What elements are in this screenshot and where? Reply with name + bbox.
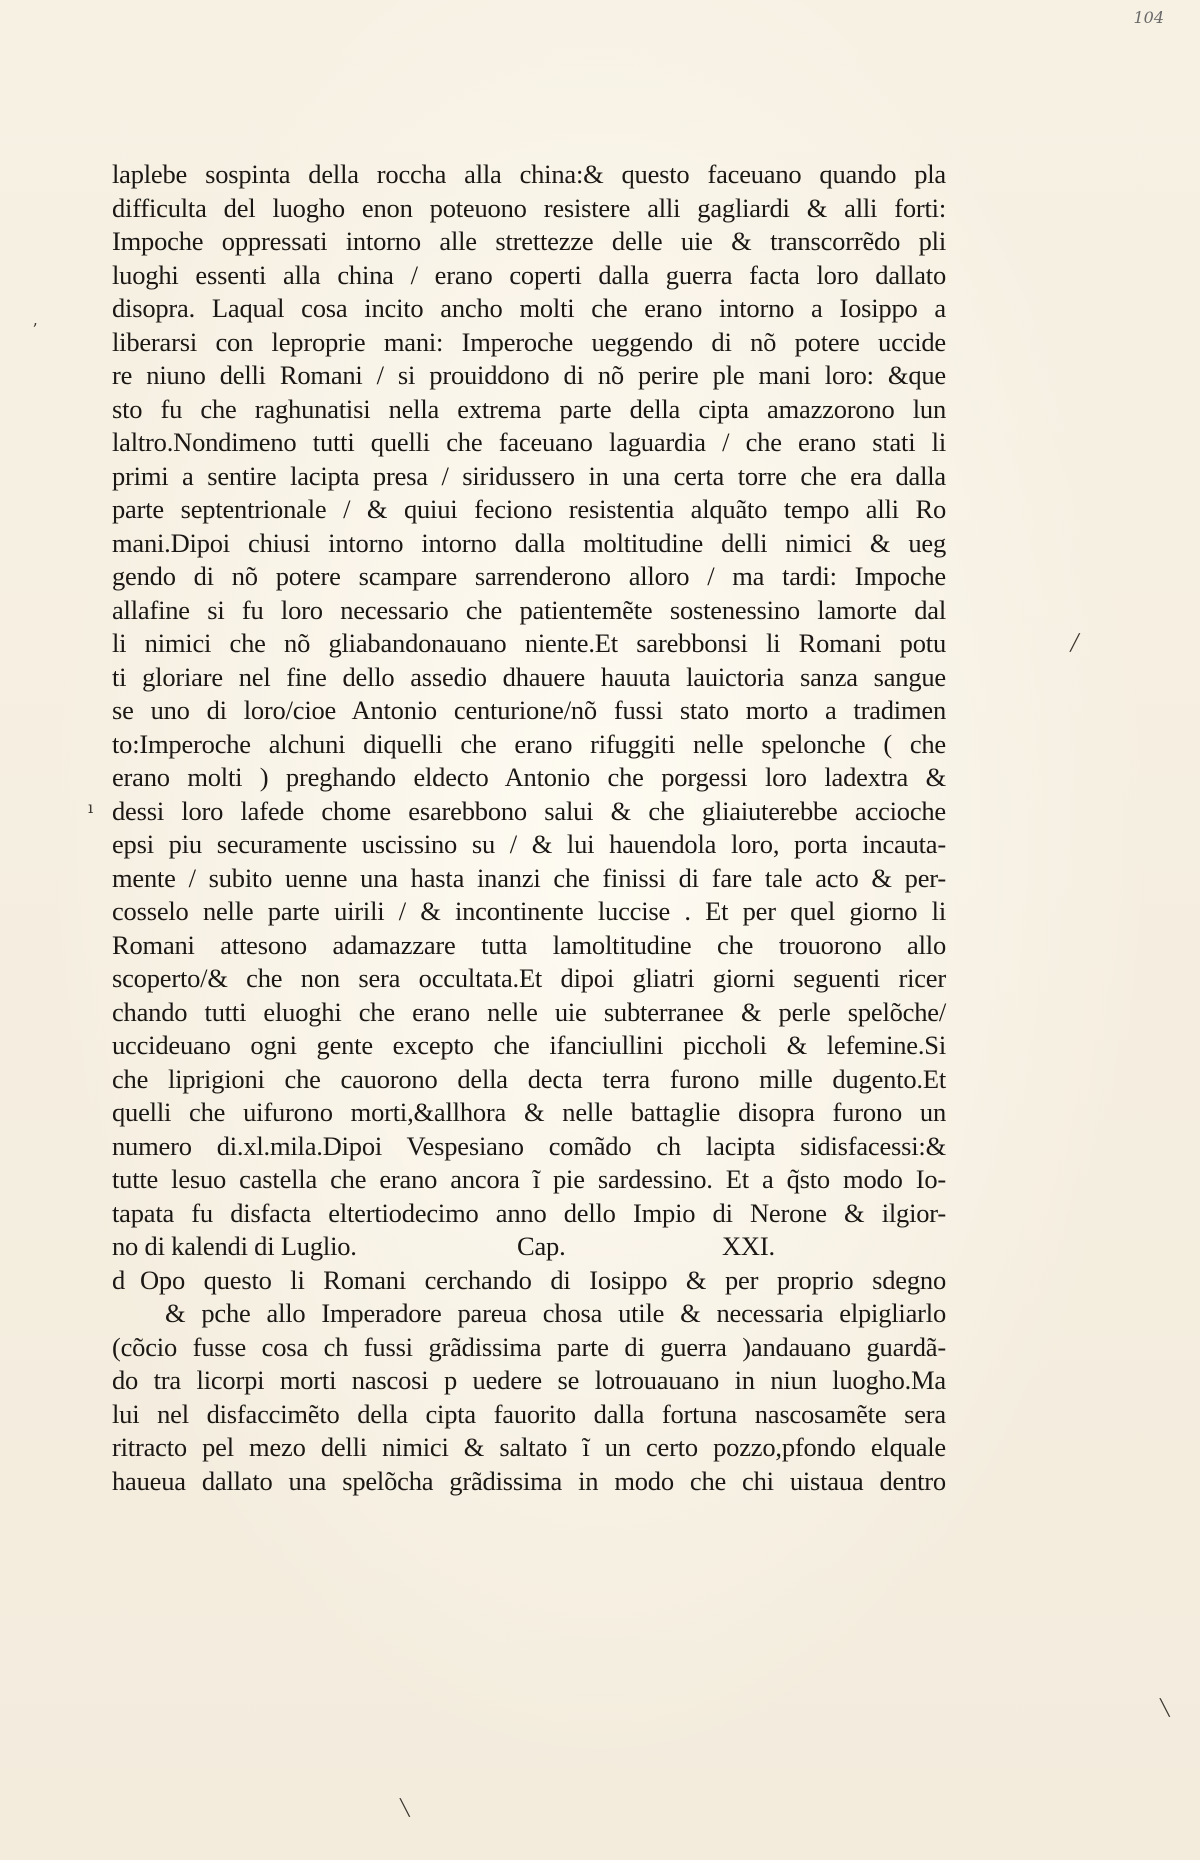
text-line: ti gloriare nel fine dello assedio dhauere hauuta lauictoria sanza sangue <box>112 661 946 692</box>
text-line: lui nel disfaccimẽto della cipta fauorito dalla fortuna nascosamẽte sera <box>112 1398 946 1429</box>
text-line: dessi loro lafede chome esarebbono salui & che gliaiuterebbe accioche <box>112 795 946 826</box>
text-line: tapata fu disfacta eltertiodecimo anno dello Impio di Nerone & ilgior- <box>112 1197 946 1228</box>
text-line: luoghi essenti alla china / erano coperti dalla guerra facta loro dallato <box>112 259 946 290</box>
text-line: liberarsi con leproprie mani: Imperoche ueggendo di nõ potere uccide <box>112 326 946 357</box>
text-line: quelli che uifurono morti,&allhora & nelle battaglie disopra furono un <box>112 1097 946 1127</box>
chapter-heading-lead: no di kalendi di Luglio. <box>112 1231 357 1261</box>
opening-line-text: Opo questo li Romani cerchando di Iosippo & per proprio sdegno <box>140 1264 946 1295</box>
text-line: disopra. Laqual cosa incito ancho molti che erano intorno a Iosippo a <box>112 293 946 323</box>
text-line: ritracto pel mezo delli nimici & saltato ĩ un certo pozzo,pfondo elquale <box>112 1432 946 1462</box>
text-line: & pche allo Imperadore pareua chosa utile & necessaria elpigliarlo <box>165 1298 946 1328</box>
text-line: allafine si fu loro necessario che patientemẽte sostenessino lamorte dal <box>112 594 946 625</box>
margin-mark: ╱ <box>1070 633 1080 652</box>
chapter-heading <box>112 1230 946 1264</box>
text-line: haueua dallato una spelõcha grãdissima in modo che chi uistaua dentro <box>112 1465 946 1496</box>
text-line: mente / subito uenne una hasta inanzi che finissi di fare tale acto & per- <box>112 862 946 893</box>
text-line: (cõcio fusse cosa ch fussi grãdissima parte di guerra )andauano guardã- <box>112 1331 946 1362</box>
text-line: uccideuano ogni gente excepto che ifanciullini piccholi & lefemine.Si <box>112 1030 946 1060</box>
text-line: se uno di loro/cioe Antonio centurione/nõ fussi stato morto a tradimen <box>112 695 946 725</box>
guide-letter: d <box>112 1264 126 1295</box>
chapter-cap-label: Cap. <box>517 1231 566 1261</box>
text-line: laltro.Nondimeno tutti quelli che faceuano laguardia / che erano stati li <box>112 427 946 457</box>
text-line: che liprigioni che cauorono della decta terra furono mille dugento.Et <box>112 1063 946 1094</box>
text-line: numero di.xl.mila.Dipoi Vespesiano comãdo ch lacipta sidisfacessi:& <box>112 1130 946 1161</box>
text-line: epsi piu securamente uscissino su / & lui hauendola loro, porta incauta- <box>112 829 946 859</box>
text-line: tutte lesuo castella che erano ancora ĩ pie sardessino. Et a q̃sto modo Io- <box>112 1164 946 1194</box>
margin-mark: ʼ <box>32 320 38 339</box>
margin-mark: ı <box>88 798 94 817</box>
text-line: chando tutti eluoghi che erano nelle uie subterranee & perle spelõche/ <box>112 996 946 1027</box>
text-line: gendo di nõ potere scampare sarrenderono alloro / ma tardi: Impoche <box>112 561 946 591</box>
text-line: Impoche oppressati intorno alle strettezze delle uie & transcorrẽdo pli <box>112 226 946 256</box>
folio-number: 104 <box>1133 8 1164 27</box>
text-line: mani.Dipoi chiusi intorno intorno dalla moltitudine delli nimici & ueg <box>112 527 946 558</box>
chapter-opening-line <box>112 1264 946 1298</box>
text-line: li nimici che nõ gliabandonauano niente.Et sarebbonsi li Romani potu <box>112 628 946 658</box>
text-block <box>112 158 946 1498</box>
margin-mark: ╲ <box>400 1798 410 1817</box>
text-line: laplebe sospinta della roccha alla china:& questo faceuano quando pla <box>112 159 946 189</box>
text-line: cosselo nelle parte uirili / & incontinente luccise . Et per quel giorno li <box>112 896 946 926</box>
chapter-number: XXI. <box>722 1231 775 1261</box>
text-line: Romani attesono adamazzare tutta lamoltitudine che trouorono allo <box>112 929 946 960</box>
text-line: do tra licorpi morti nascosi p uedere se lotrouauano in niun luogho.Ma <box>112 1365 946 1395</box>
text-line: primi a sentire lacipta presa / siridussero in una certa torre che era dalla <box>112 460 946 491</box>
text-line: parte septentrionale / & quiui feciono resistentia alquãto tempo alli Ro <box>112 494 946 524</box>
text-line: difficulta del luogho enon poteuono resistere alli gagliardi & alli forti: <box>112 192 946 223</box>
text-line: erano molti ) preghando eldecto Antonio che porgessi loro ladextra & <box>112 762 946 792</box>
text-line: sto fu che raghunatisi nella extrema parte della cipta amazzorono lun <box>112 393 946 424</box>
margin-mark: ╲ <box>1160 1698 1170 1717</box>
text-line: to:Imperoche alchuni diquelli che erano rifuggiti nelle spelonche ( che <box>112 728 946 759</box>
text-line: scoperto/& che non sera occultata.Et dipoi gliatri giorni seguenti ricer <box>112 963 946 993</box>
text-line: re niuno delli Romani / si prouiddono di nõ perire ple mani loro: &que <box>112 360 946 390</box>
